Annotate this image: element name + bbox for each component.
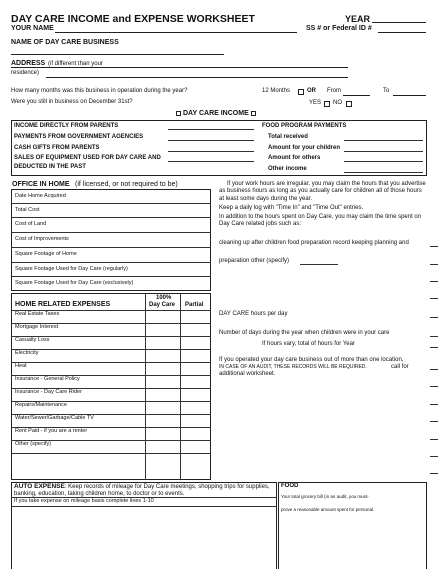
related-jobs-line: cleaning up after children food preparation record keeping planning and	[219, 240, 409, 246]
other-specify-field-2[interactable]	[430, 264, 438, 265]
expense-row: Other (specify)	[15, 441, 52, 447]
from-field[interactable]	[343, 95, 370, 96]
income-field[interactable]	[168, 161, 254, 162]
food-program-title: FOOD PROGRAM PAYMENTS	[262, 123, 347, 129]
income-item: PAYMENTS FROM GOVERNMENT AGENCIES	[14, 134, 144, 140]
blank-line[interactable]	[430, 456, 438, 457]
hours-vary-label: If hours vary, total of hours for Year	[262, 341, 355, 347]
food-program-field[interactable]	[344, 140, 423, 141]
income-item: SALES OF EQUIPMENT USED FOR DAY CARE AND	[14, 155, 161, 161]
your-name-field[interactable]	[55, 32, 297, 33]
income-item: DEDUCTED IN THE PAST	[14, 164, 86, 170]
from-label: From	[327, 88, 341, 94]
expense-row: Heat	[15, 363, 27, 369]
related-jobs-field[interactable]	[430, 246, 438, 247]
office-row: Square Footage of Home	[15, 251, 77, 257]
expenses-table	[11, 293, 211, 480]
blank-line[interactable]	[430, 369, 438, 370]
blank-line[interactable]	[430, 421, 438, 422]
your-name-label: YOUR NAME	[11, 25, 54, 32]
col-partial-header: Partial	[185, 302, 204, 308]
food-program-item: Amount for your children	[268, 145, 340, 151]
to-label: To	[383, 88, 390, 94]
food-program-field[interactable]	[344, 151, 423, 152]
year-field[interactable]	[372, 22, 426, 23]
food-line: prove a reasonable amount spent for personal.	[281, 507, 375, 512]
blank-line[interactable]	[430, 298, 438, 299]
residence-label: residence)	[11, 70, 40, 76]
blank-line[interactable]	[430, 386, 438, 387]
income-field[interactable]	[168, 151, 254, 152]
address-line-1[interactable]	[11, 67, 348, 68]
food-program-item: Total received	[268, 134, 308, 140]
address-note: (if different than your	[48, 61, 103, 67]
food-program-item: Other income	[268, 166, 307, 172]
blank-line[interactable]	[430, 473, 438, 474]
col-daycare-header: Day Care	[149, 302, 176, 308]
office-row: Cost of Improvements	[15, 236, 69, 242]
blank-line[interactable]	[430, 404, 438, 405]
auto-expense-text: AUTO EXPENSE: Keep records of mileage for Day Care meetings, shopping trips for supplies, banking, education, taking children home, to doctor or to events.	[14, 483, 270, 497]
office-row: Date Home Acquired	[15, 193, 66, 199]
hours-per-day-field[interactable]	[430, 317, 438, 318]
yes-label: YES	[309, 100, 322, 106]
food-title: FOOD	[281, 483, 299, 489]
more-locations-text: If you operated your day care business out of more than one location,	[219, 357, 404, 363]
address-line-2[interactable]	[46, 77, 348, 78]
income-bullet-icon	[251, 111, 256, 116]
food-program-field[interactable]	[344, 161, 423, 162]
office-note: (if licensed, or not required to be)	[75, 181, 178, 188]
expense-row: Real Estate Taxes	[15, 311, 60, 317]
or-label: OR	[307, 88, 316, 94]
blank-line[interactable]	[430, 281, 438, 282]
irregular-hours-paragraph: If your work hours are irregular, you may claim the hours that you advertise as business hours as long as you actually care for children all of those hours at least some days during the year.	[219, 181, 426, 202]
office-title: OFFICE IN HOME	[12, 181, 70, 188]
expense-row: Casualty Loss	[15, 337, 50, 343]
to-field[interactable]	[393, 95, 426, 96]
expense-row: Repairs/Maintenance	[15, 402, 67, 408]
office-row: Cost of Land	[15, 221, 47, 227]
expense-row: Water/Sewer/Garbage/Cable TV	[15, 415, 94, 421]
business-name-field[interactable]	[11, 54, 224, 55]
income-item: INCOME DIRECTLY FROM PARENTS	[14, 123, 119, 129]
no-checkbox[interactable]	[346, 101, 352, 107]
expense-row: Insurance - Day Care Rider	[15, 389, 82, 395]
income-item: CASH GIFTS FROM PARENTS	[14, 145, 100, 151]
income-field[interactable]	[168, 140, 254, 141]
expenses-title: HOME RELATED EXPENSES	[15, 301, 111, 308]
yes-checkbox[interactable]	[324, 101, 330, 107]
twelve-months-checkbox[interactable]	[298, 89, 304, 95]
col-daycare-header: 100%	[156, 295, 172, 301]
ss-label: SS # or Federal ID #	[306, 25, 372, 32]
income-field[interactable]	[168, 129, 254, 130]
other-specify-line: preparation other (specify)	[219, 258, 290, 264]
no-label: NO	[333, 100, 342, 106]
expense-row: Mortgage Interest	[15, 324, 59, 330]
days-in-care-field[interactable]	[430, 336, 438, 337]
days-in-care-question: Number of days during the year when children were in your care	[219, 330, 390, 336]
daily-log-text: Keep a daily log with "Time In" and "Time Out" entries.	[219, 205, 364, 211]
twelve-months-label: 12 Months	[262, 88, 291, 94]
hours-per-day-label: DAY CARE hours per day	[219, 311, 288, 317]
food-program-item: Amount for others	[268, 155, 321, 161]
blank-line[interactable]	[430, 439, 438, 440]
still-in-business-question: Were you still in business on December 31st?	[11, 99, 133, 105]
income-section-title: DAY CARE INCOME	[176, 110, 256, 117]
page-title: DAY CARE INCOME and EXPENSE WORKSHEET	[11, 13, 255, 25]
income-bullet-icon	[176, 111, 181, 116]
food-program-field[interactable]	[344, 172, 423, 173]
office-row: Total Cost	[15, 207, 40, 213]
call-for-worksheet: call for additional worksheet.	[219, 364, 409, 378]
expense-row: Rent Paid - if you are a renter	[15, 428, 88, 434]
mileage-instruction: If you take expense on mileage basis complete lines 1-10	[14, 498, 154, 504]
months-question: How many months was this business in operation during the year?	[11, 88, 188, 94]
expense-row: Electricity	[15, 350, 39, 356]
expense-row: Insurance - General Policy	[15, 376, 80, 382]
other-specify-field[interactable]	[300, 264, 338, 265]
address-label: ADDRESS	[11, 60, 46, 67]
year-label: YEAR	[345, 14, 371, 24]
office-row: Square Footage Used for Day Care (exclusively)	[15, 280, 134, 286]
office-row: Square Footage Used for Day Care (regularly)	[15, 266, 128, 272]
hours-vary-field[interactable]	[430, 347, 438, 348]
food-line: Your total grocery bill (in an audit, you must-	[281, 494, 369, 499]
audit-warning: IN CASE OF AN AUDIT, THESE RECORDS WILL BE REQUIRED.	[219, 364, 367, 370]
additional-time-paragraph: In addition to the hours spent on Day Care, you may claim the time spent on Day Care related jobs such as:	[219, 214, 422, 228]
ss-field[interactable]	[378, 32, 426, 33]
business-name-label: NAME OF DAY CARE BUSINESS	[11, 39, 119, 46]
